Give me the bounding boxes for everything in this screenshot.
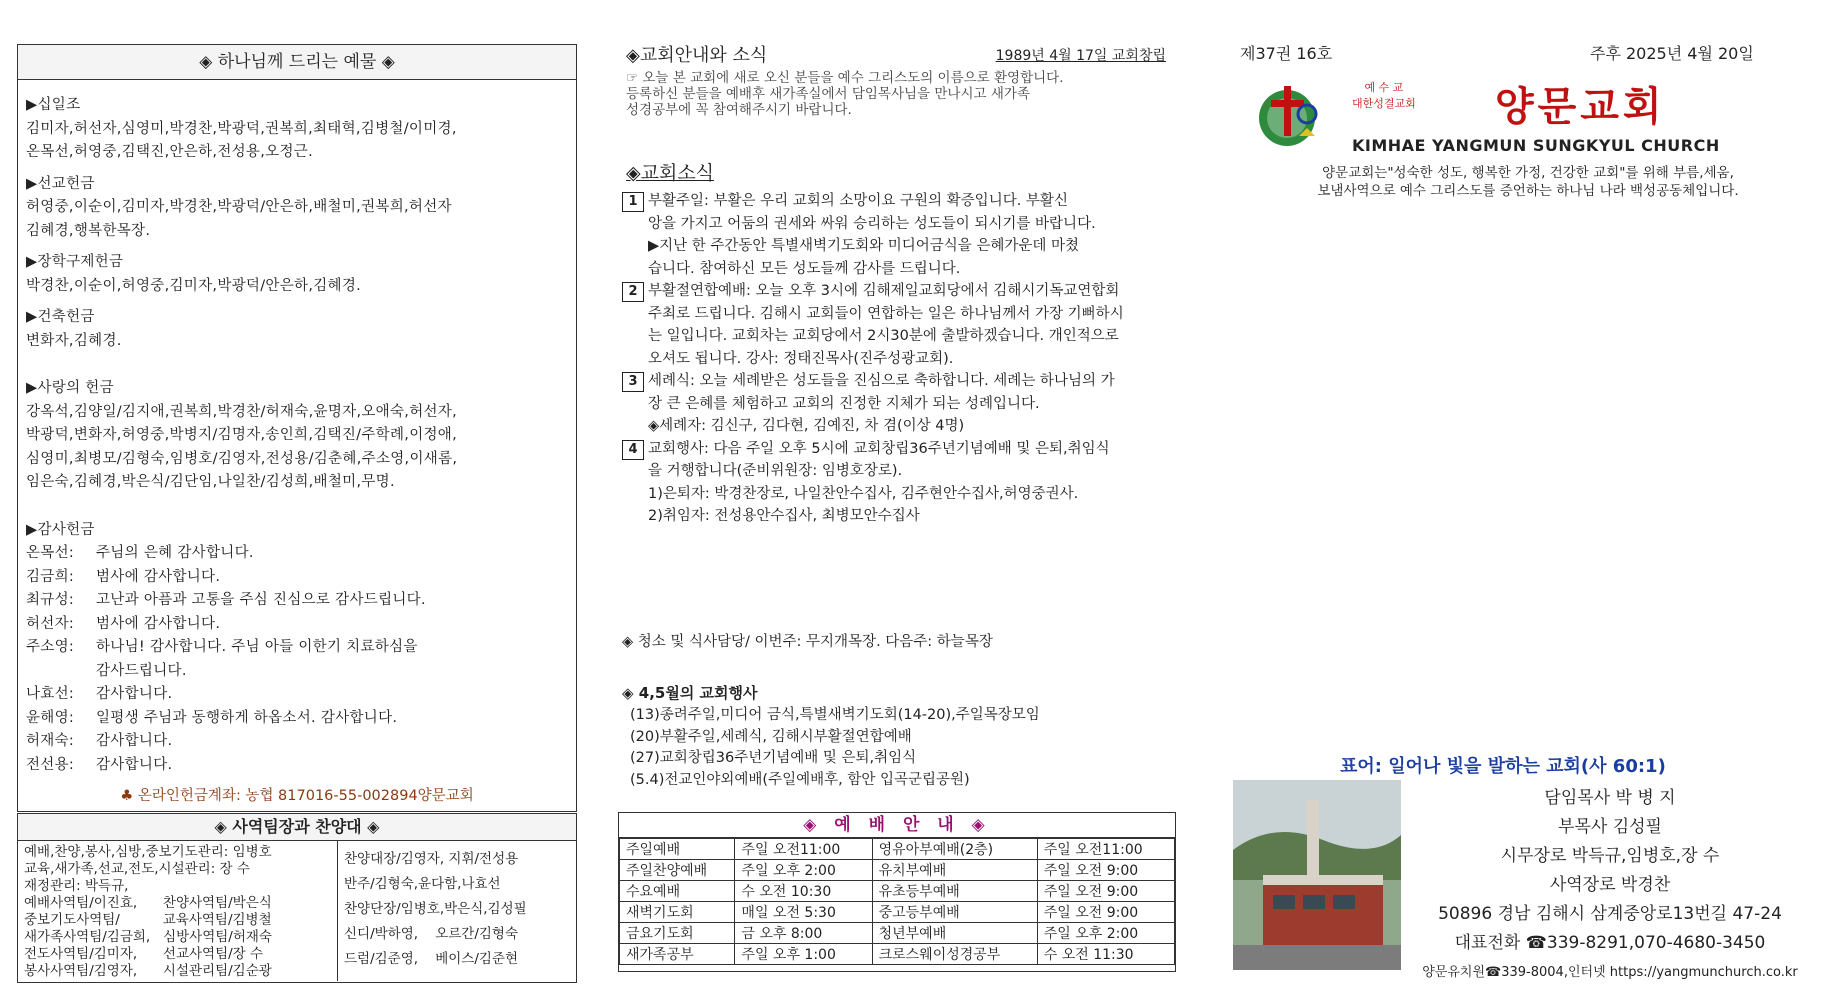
news-item-line: 부활절연합예배: 오늘 오후 3시에 김해제일교회당에서 김해시기독교연합회 (648, 283, 1120, 299)
church-building-photo (1233, 780, 1401, 970)
church-name-ko: 양문교회 (1495, 83, 1666, 130)
news-item (622, 280, 1188, 370)
choir-list (338, 841, 576, 981)
news-item-body (648, 370, 1188, 438)
offerings-panel (17, 44, 577, 812)
thanks-name: 허재숙: (26, 733, 75, 749)
news-item-body (648, 280, 1188, 370)
staff-line: 대표전화 ☎339-8291,070-4680-3450 (1454, 933, 1766, 953)
worship-cell: 주일 오전11:00 (1037, 839, 1174, 860)
thanks-name: 나효선: (26, 686, 75, 702)
news-items (622, 190, 1188, 528)
news-item-line: 습니다. 참여하신 모든 성도들께 감사를 드립니다. (648, 260, 961, 277)
offering-names: 변화자,김혜경. (26, 332, 122, 349)
offering-heading: ▶십일조 (26, 97, 81, 113)
worship-row (620, 839, 1175, 860)
event-item: (5.4)전교인야외예배(주일예배후, 함안 입곡군립공원) (630, 771, 970, 788)
worship-cell: 수 오전 11:30 (1037, 944, 1174, 965)
thanks-text: 범사에 감사합니다. (96, 568, 221, 585)
staff-line: 부목사 김성필 (1558, 817, 1662, 837)
church-name-en: KIMHAE YANGMUN SUNGKYUL CHURCH (1352, 136, 1720, 155)
offering-heading: ▶사랑의 헌금 (26, 380, 114, 396)
thanks-text: 감사합니다. (96, 686, 173, 702)
thanks-name: 허선자: (26, 615, 75, 632)
news-item-line: 오셔도 됩니다. 강사: 정태진목사(진주성광교회). (648, 350, 954, 367)
staff-info (1410, 784, 1810, 987)
worship-schedule (618, 812, 1176, 972)
news-item-line: 는 일입니다. 교회차는 교회당에서 2시30분에 출발하겠습니다. 개인적으로 (648, 328, 1119, 344)
thanks-text: 주님의 은혜 감사합니다. (96, 545, 254, 561)
offering-heading: ▶선교헌금 (26, 175, 95, 192)
news-item-line: 2)취임자: 전성용안수집사, 최병모안수집사 (648, 508, 920, 524)
news-item-body (648, 190, 1188, 280)
offering-names: 강옥석,김양일/김지애,권복희,박경찬/허재숙,윤명자,오애숙,허선자, 박광덕,변화자,허영중,박병지/김명자,송인희,김택진/주학례,이정애, 심영미,최병모/김형숙,임병호/김영자,전성용/김춘혜,주소영,이새롬, 임은숙,김혜경,박은식/김단임,나일찬/김성희,배철미,무명. (26, 403, 458, 490)
choir-line: 찬양단장/임병호,박은식,김성필 (344, 901, 527, 917)
news-item-line: 장 큰 은혜를 체험하고 교회의 진정한 지체가 되는 성례입니다. (648, 395, 1040, 412)
issue-date: 주후 2025년 4월 20일 (1590, 44, 1754, 63)
church-logo-icon (1257, 80, 1337, 152)
staff-line: 시무장로 박득규,임병호,장 수 (1500, 846, 1720, 866)
ministry-line: 재정관리: 박득규, (24, 878, 129, 894)
news-item-line: 을 거행합니다(준비위원장: 임병호장로). (648, 463, 903, 479)
thanks-name: 윤해영: (26, 709, 75, 726)
thanks-name: 온목선: (26, 545, 75, 561)
worship-cell: 크로스웨이성경공부 (872, 944, 1037, 965)
thanks-text: 일평생 주님과 동행하게 하옵소서. 감사합니다. (96, 709, 398, 726)
worship-cell: 금 오후 8:00 (735, 923, 872, 944)
news-item (622, 370, 1188, 438)
ministry-line: 교육,새가족,선교,전도,시설관리: 장 수 (24, 861, 250, 877)
news-item-line: 1)은퇴자: 박경찬장로, 나일찬안수집사, 김주현안수집사,허영중권사. (648, 485, 1079, 502)
offering-heading: ▶감사헌금 (26, 521, 95, 538)
worship-cell: 주일 오후 2:00 (735, 860, 872, 881)
thanks-row (26, 589, 568, 613)
ministry-leaders (18, 841, 338, 981)
event-item: (20)부활주일,세례식, 김해시부활절연합예배 (630, 728, 912, 745)
worship-row (620, 860, 1175, 881)
worship-cell: 주일 오후 1:00 (735, 944, 872, 965)
news-item-line: 앙을 가지고 어둠의 권세와 싸워 승리하는 성도들이 되시기를 바랍니다. (648, 215, 1096, 232)
offering-names: 허영중,이순이,김미자,박경찬,박광덕/안은하,배철미,권복희,허선자 김혜경,행복한목장. (26, 199, 452, 239)
sosik-title: ◈교회소식 (626, 162, 715, 184)
thanks-row (26, 683, 568, 707)
denom-line1: 예 수 교 (1364, 81, 1404, 94)
choir-line: 신디/박하영, 오르간/김형숙 (344, 926, 519, 942)
worship-cell: 주일예배 (620, 839, 735, 860)
news-item-number: 3 (622, 372, 644, 392)
events-title: ◈ 4,5월의 교회행사 (622, 684, 758, 702)
news-item-line: 주최로 드립니다. 김해시 교회들이 연합하는 일은 하나님께서 가장 기뻐하시 (648, 305, 1124, 322)
staff-line: 담임목사 박 병 지 (1544, 788, 1676, 808)
vision-statement: 양문교회는"성숙한 성도, 행복한 가정, 건강한 교회"를 위해 부름,세움, 보냄사역으로 예수 그리스도를 증언하는 하나님 나라 백성공동체입니다. (1317, 165, 1739, 199)
thanks-row (26, 636, 568, 683)
thanks-text: 감사합니다. (96, 733, 173, 749)
ministry-line: 전도사역팀/김미자, 선교사역팀/장 수 (24, 946, 264, 962)
thanks-row (26, 542, 568, 566)
choir-line: 찬양대장/김영자, 지휘/전성용 (344, 851, 519, 867)
news-item-number: 4 (622, 440, 644, 460)
worship-cell: 수 오전 10:30 (735, 881, 872, 902)
news-header (626, 41, 1166, 65)
worship-cell: 청년부예배 (872, 923, 1037, 944)
thanks-row (26, 707, 568, 731)
worship-row (620, 902, 1175, 923)
thanks-text: 고난과 아픔과 고통을 주심 진심으로 감사드립니다. (96, 592, 426, 608)
thanks-row (26, 730, 568, 754)
thanks-row (26, 754, 568, 778)
ministry-line: 새가족사역팀/김금희, 심방사역팀/허재숙 (24, 929, 272, 945)
founding-date: 1989년 4월 17일 교회창립 (995, 48, 1166, 64)
thanks-name: 최규성: (26, 592, 75, 608)
offering-names: 박경찬,이순이,허영중,김미자,박광덕/안은하,김혜경. (26, 277, 362, 294)
news-item-line: ◈세례자: 김신구, 김다현, 김예진, 차 겸(이상 4명) (648, 418, 965, 434)
thanks-row (26, 613, 568, 637)
worship-cell: 중고등부예배 (872, 902, 1037, 923)
choir-line: 반주/김형숙,윤다함,나효선 (344, 876, 501, 892)
worship-table (619, 838, 1175, 965)
thanks-row (26, 566, 568, 590)
worship-cell: 주일 오전 9:00 (1037, 902, 1174, 923)
news-title: ◈교회안내와 소식 (626, 45, 768, 66)
offering-heading: ▶건축헌금 (26, 309, 95, 325)
worship-cell: 유치부예배 (872, 860, 1037, 881)
ministry-line: 예배,찬양,봉사,심방,중보기도관리: 임병호 (24, 844, 272, 860)
news-item-line: 교회행사: 다음 주일 오후 5시에 교회창립36주년기념예배 및 은퇴,취임식 (648, 440, 1110, 457)
ministry-panel (17, 813, 577, 983)
thanks-text: 범사에 감사합니다. (96, 615, 221, 632)
worship-cell: 매일 오전 5:30 (735, 902, 872, 923)
event-item: (13)종려주일,미디어 금식,특별새벽기도회(14-20),주일목장모임 (630, 707, 1040, 723)
worship-cell: 금요기도회 (620, 923, 735, 944)
ministry-line: 예배사역팀/이진효, 찬양사역팀/박은식 (24, 895, 272, 911)
worship-cell: 영유아부예배(2층) (872, 839, 1037, 860)
worship-row (620, 881, 1175, 902)
worship-row (620, 944, 1175, 965)
news-item-line: ▶지난 한 주간동안 특별새벽기도회와 미디어금식을 은혜가운데 마쳤 (648, 238, 1079, 254)
ministry-title: ◈ 사역팀장과 찬양대 ◈ (18, 814, 576, 841)
news-item-number: 1 (622, 192, 644, 212)
denomination (1352, 80, 1416, 112)
thanks-name: 전선용: (26, 756, 75, 773)
motto: 표어: 일어나 빛을 발하는 교회(사 60:1) (1340, 756, 1666, 777)
offering-heading: ▶장학구제헌금 (26, 254, 124, 270)
worship-cell: 새가족공부 (620, 944, 735, 965)
welcome-text: ☞ 오늘 본 교회에 새로 오신 분들을 예수 그리스도의 이름으로 환영합니다. 등록하신 분들을 예배후 새가족실에서 담임목사님을 만나시고 새가족 성경공부에 꼭 참여해주시기 바랍니다. (626, 70, 1064, 118)
offerings-list (18, 80, 576, 777)
worship-cell: 새벽기도회 (620, 902, 735, 923)
staff-line: 사역장로 박경찬 (1549, 875, 1671, 895)
worship-cell: 주일 오전 9:00 (1037, 860, 1174, 881)
worship-cell: 유초등부예배 (872, 881, 1037, 902)
cleaning-duty: ◈ 청소 및 식사담당/ 이번주: 무지개목장. 다음주: 하늘목장 (622, 634, 993, 650)
worship-cell: 주일 오전 9:00 (1037, 881, 1174, 902)
news-item-number: 2 (622, 282, 644, 302)
worship-cell: 주일 오전11:00 (735, 839, 872, 860)
online-account: ♣ 온라인헌금계좌: 농협 817016-55-002894양문교회 (120, 788, 474, 804)
choir-line: 드럼/김준영, 베이스/김준현 (344, 951, 519, 967)
news-item-line: 부활주일: 부활은 우리 교회의 소망이요 구원의 확증입니다. 부활신 (648, 193, 1068, 209)
worship-cell: 주일 오후 2:00 (1037, 923, 1174, 944)
thanks-name: 김금희: (26, 568, 75, 585)
thanks-text: 하나님! 감사합니다. 주님 아들 이한기 치료하심을 감사드립니다. (96, 639, 418, 679)
staff-line: 양문유치원☎339-8004,인터넷 https://yangmunchurch.co.kr (1422, 965, 1798, 980)
news-item (622, 190, 1188, 280)
ministry-line: 중보기도사역팀/ 교육사역팀/김병철 (24, 912, 272, 928)
news-item (622, 438, 1188, 528)
news-item-body (648, 438, 1188, 528)
event-item: (27)교회창립36주년기념예배 및 은퇴,취임식 (630, 750, 917, 766)
offering-names: 김미자,허선자,심영미,박경찬,박광덕,권복희,최태혁,김병철/이미경, 온목선,허영중,김택진,안은하,전성용,오정근. (26, 120, 457, 160)
thanks-name: 주소영: (26, 639, 75, 655)
news-item-line: 세례식: 오늘 세례받은 성도들을 진심으로 축하합니다. 세례는 하나님의 가 (648, 373, 1115, 389)
worship-cell: 주일찬양예배 (620, 860, 735, 881)
denom-line2: 대한성결교회 (1352, 97, 1416, 110)
worship-row (620, 923, 1175, 944)
ministry-line: 봉사사역팀/김영자, 시설관리팀/김순광 (24, 963, 272, 979)
issue-number: 제37권 16호 (1240, 44, 1333, 63)
offerings-title: ◈ 하나님께 드리는 예물 ◈ (18, 45, 576, 80)
events-list (630, 705, 1040, 791)
worship-cell: 수요예배 (620, 881, 735, 902)
worship-title: ◈ 예 배 안 내 ◈ (619, 813, 1175, 838)
staff-line: 50896 경남 김해시 삼계중앙로13번길 47-24 (1438, 904, 1782, 924)
thanks-text: 감사합니다. (96, 756, 173, 773)
